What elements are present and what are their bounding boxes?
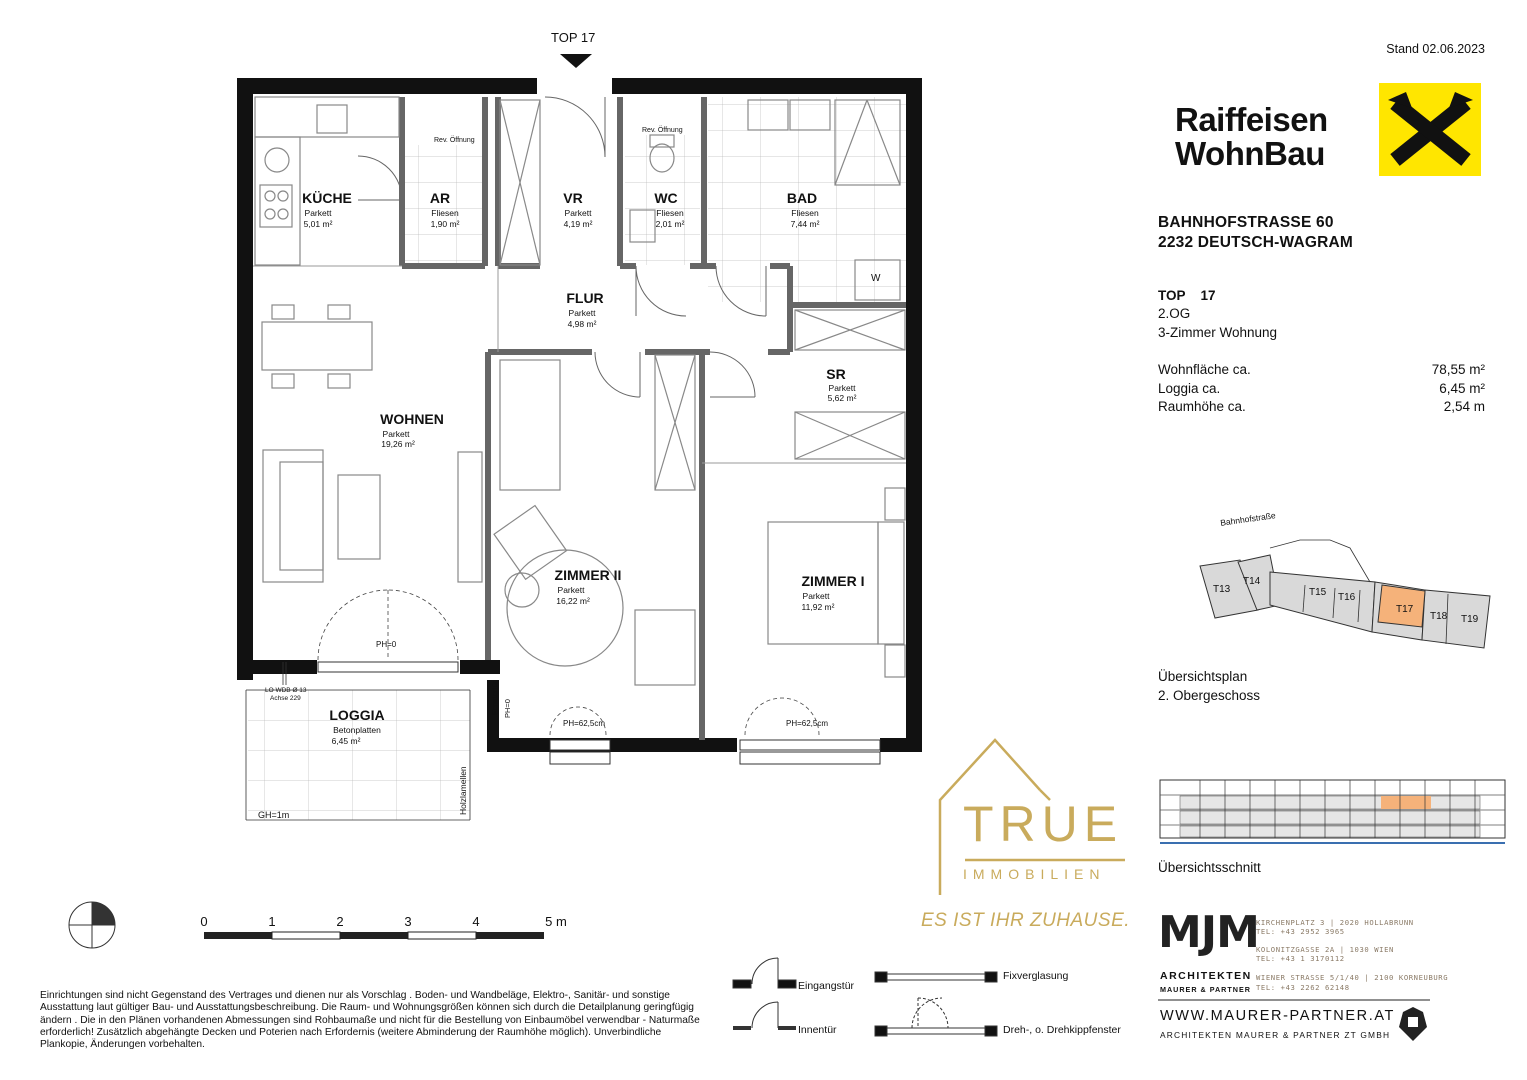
section-caption: Übersichtsschnitt — [1158, 860, 1261, 875]
scale-tick: 4 — [472, 914, 480, 929]
room-name: FLUR — [566, 290, 604, 306]
legend-innentuer: Innentür — [798, 1024, 837, 1036]
brand-line-1: Raiffeisen — [1175, 101, 1328, 138]
room-area: 4,19 m² — [563, 219, 593, 229]
room-name: SR — [826, 366, 846, 382]
room-floor: Fliesen — [791, 208, 819, 218]
room-area: 6,45 m² — [331, 736, 361, 746]
legend-eingangstuer: Eingangstür — [798, 980, 855, 992]
unit-top-label: TOP — [1158, 288, 1186, 303]
area-label-2: Loggia ca. — [1158, 381, 1221, 396]
mjm-website[interactable]: WWW.MAURER-PARTNER.AT — [1160, 1008, 1395, 1024]
mjm-address-2: KOLONITZGASSE 2A | 1030 WIEN — [1256, 945, 1394, 954]
room-area: 5,01 m² — [303, 219, 333, 229]
note-achse: Achse 229 — [270, 695, 301, 702]
note-ph0-vertical: PH=0 — [503, 699, 512, 718]
legend-drehfenster: Dreh-, o. Drehkippfenster — [1003, 1024, 1121, 1036]
unit-floor: 2.OG — [1158, 306, 1191, 321]
mjm-firm-name: ARCHITEKTEN MAURER & PARTNER ZT GMBH — [1160, 1030, 1391, 1040]
scale-tick: 5 m — [545, 914, 567, 929]
mjm-address-1: KIRCHENPLATZ 3 | 2020 HOLLABRUNN — [1256, 918, 1414, 927]
room-floor: Parkett — [557, 585, 585, 595]
brand-line-2: WohnBau — [1175, 135, 1325, 172]
room-floor: Parkett — [564, 208, 592, 218]
room-name: AR — [429, 190, 451, 206]
mjm-tel-3: TEL: +43 2262 62148 — [1256, 983, 1350, 992]
note-fenstertuer: Fenstertür — [490, 680, 499, 715]
room-name: LOGGIA — [329, 707, 385, 723]
room-name: WOHNEN — [380, 411, 444, 427]
area-label-3: Raumhöhe ca. — [1158, 399, 1246, 414]
note-holzlamellen: Holzlamellen — [458, 766, 468, 815]
room-name: BAD — [786, 190, 818, 206]
siteplan-unit-t13: T13 — [1213, 584, 1231, 595]
note-ph0: PH=0 — [376, 640, 397, 649]
room-area: 5,62 m² — [827, 393, 857, 403]
area-value-1: 78,55 m² — [1431, 362, 1485, 377]
raiffeisen-logo — [1175, 103, 1328, 171]
true-word: TRUE — [963, 796, 1124, 852]
note-w: W — [871, 273, 881, 284]
area-value-2: 6,45 m² — [1439, 381, 1485, 396]
room-area: 7,44 m² — [790, 219, 820, 229]
siteplan-caption-1: Übersichtsplan — [1158, 669, 1248, 684]
address-line-2: 2232 DEUTSCH-WAGRAM — [1158, 234, 1353, 251]
room-name: WC — [654, 190, 678, 206]
unit-type: 3-Zimmer Wohnung — [1158, 325, 1278, 340]
note-lo: LO WDB Ø 13 — [265, 687, 307, 694]
siteplan-unit-t16: T16 — [1338, 592, 1356, 603]
siteplan-unit-t18: T18 — [1430, 611, 1448, 622]
stand-date: Stand 02.06.2023 — [1386, 42, 1485, 56]
room-floor: Parkett — [304, 208, 332, 218]
room-area: 2,01 m² — [655, 219, 685, 229]
room-floor: Fliesen — [431, 208, 459, 218]
room-floor: Parkett — [568, 308, 596, 318]
siteplan-unit-t17: T17 — [1396, 604, 1414, 615]
room-area: 11,92 m² — [801, 602, 835, 612]
room-floor: Parkett — [828, 383, 856, 393]
unit-top-number: 17 — [1200, 288, 1216, 303]
mjm-title-2: MAURER & PARTNER — [1160, 985, 1251, 994]
siteplan-street: Bahnhofstraße — [1219, 510, 1277, 528]
unit-top — [1158, 288, 1216, 303]
room-name: KÜCHE — [302, 190, 352, 206]
address-line-1: BAHNHOFSTRASSE 60 — [1158, 214, 1334, 231]
room-area: 19,26 m² — [381, 439, 415, 449]
mjm-title-1: ARCHITEKTEN — [1160, 970, 1252, 982]
room-floor: Parkett — [802, 591, 830, 601]
room-name: ZIMMER I — [801, 573, 865, 589]
true-sub: IMMOBILIEN — [963, 866, 1106, 882]
true-slogan: ES IST IHR ZUHAUSE. — [921, 910, 1131, 931]
note-ph-zimmer1: PH=62,5cm — [786, 719, 829, 728]
top-marker: TOP 17 — [551, 30, 596, 45]
area-value-3: 2,54 m — [1443, 399, 1485, 414]
room-name: VR — [563, 190, 583, 206]
siteplan-unit-t14: T14 — [1243, 576, 1261, 587]
siteplan-unit-t19: T19 — [1461, 614, 1479, 625]
room-floor: Betonplatten — [333, 725, 381, 735]
disclaimer-text: Einrichtungen sind nicht Gegenstand des Vertrages und dienen nur als Vorschlag . Boden- und Wandbeläge, Elektro-, Sanitär- und sonstige Ausstattung laut gültiger Bau- und Ausstattungsbeschreibung. Die Raum- und Wohnungsgrößen können sich durch die Detailplanung geringfügig ändern . Die in den Plänen vorhandenen Abmessungen sind Rohbaumaße und nicht für die Bestellung von Einbaumöbel verwendbar - Naturmaße erforderlich! Zusätzlich abgehängte Decken und Poterien nach Erfordernis (weitere Abminderung der Raumhöhe möglich). Unverbindliche Plankopie, Änderungen vorbehalten. — [40, 990, 700, 1051]
scale-tick: 1 — [268, 914, 276, 929]
scale-tick: 3 — [404, 914, 412, 929]
mjm-logo: MJM — [1158, 907, 1259, 958]
mjm-address-3: WIENER STRASSE 5/1/40 | 2100 KORNEUBURG — [1256, 973, 1449, 982]
room-area: 4,98 m² — [567, 319, 597, 329]
mjm-tel-1: TEL: +43 2952 3965 — [1256, 927, 1345, 936]
note-rev-1: Rev. Öffnung — [434, 137, 475, 144]
note-ph-zimmer2: PH=62,5cm — [563, 719, 606, 728]
note-rev-2: Rev. Öffnung — [642, 127, 683, 134]
siteplan-caption-2: 2. Obergeschoss — [1158, 688, 1261, 703]
room-floor: Parkett — [382, 429, 410, 439]
note-gh: GH=1m — [258, 810, 290, 820]
area-label-1: Wohnfläche ca. — [1158, 362, 1251, 377]
scale-tick: 2 — [336, 914, 344, 929]
legend-fixverglasung: Fixverglasung — [1003, 970, 1069, 982]
room-floor: Fliesen — [656, 208, 684, 218]
siteplan-unit-t15: T15 — [1309, 587, 1327, 598]
scale-tick: 0 — [200, 914, 208, 929]
room-area: 1,90 m² — [430, 219, 460, 229]
room-area: 16,22 m² — [556, 596, 590, 606]
mjm-tel-2: TEL: +43 1 3170112 — [1256, 954, 1345, 963]
room-name: ZIMMER II — [554, 567, 622, 583]
